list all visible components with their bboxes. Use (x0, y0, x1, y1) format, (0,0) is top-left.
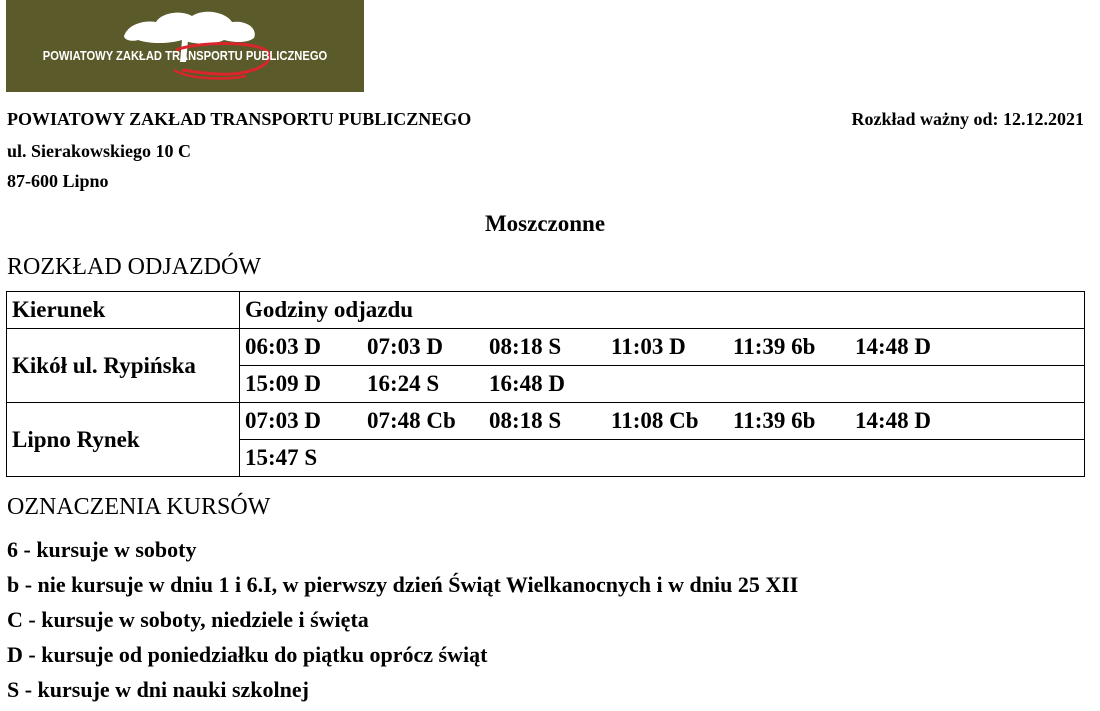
direction-name: Lipno Rynek (7, 403, 240, 477)
company-city: 87-600 Lipno (7, 171, 109, 191)
table-header-row (7, 292, 1085, 329)
departure-time: 16:24 S (367, 371, 440, 396)
departure-time: 14:48 D (855, 408, 932, 433)
company-logo (6, 0, 364, 92)
departure-time: 15:47 S (245, 445, 318, 470)
departure-time: 16:48 D (489, 371, 566, 396)
stop-name: Moszczonne (484, 211, 606, 236)
departure-time: 11:39 6b (733, 408, 816, 433)
timetable-title: ROZKŁAD ODJAZDÓW (7, 254, 261, 280)
departure-time: 08:18 S (489, 408, 562, 433)
departure-times-cell (240, 440, 1085, 477)
departure-time: 07:03 D (245, 408, 322, 433)
legend-item: C - kursuje w soboty, niedziele i święta (7, 607, 369, 632)
departure-times-cell (240, 366, 1085, 403)
tree-logo-icon (6, 0, 364, 92)
departure-time: 11:39 6b (733, 334, 816, 359)
departure-time: 11:03 D (611, 334, 686, 359)
company-name: POWIATOWY ZAKŁAD TRANSPORTU PUBLICZNEGO (7, 109, 472, 129)
legend-item: S - kursuje w dni nauki szkolnej (7, 677, 309, 702)
departure-time: 07:48 Cb (367, 408, 456, 433)
logo-text: POWIATOWY ZAKŁAD TRANSPORTU PUBLICZNEGO (42, 48, 328, 63)
departure-times-cell (240, 403, 1085, 440)
departure-time: 07:03 D (367, 334, 444, 359)
departure-times-cell (240, 329, 1085, 366)
departure-time: 11:08 Cb (611, 408, 699, 433)
column-header-times: Godziny odjazdu (240, 292, 1085, 329)
departure-time: 06:03 D (245, 334, 322, 359)
table-row (7, 329, 1085, 366)
departure-time: 14:48 D (855, 334, 932, 359)
legend-item: b - nie kursuje w dniu 1 i 6.I, w pierwszy dzień Świąt Wielkanocnych i w dniu 25 XII (7, 572, 799, 597)
column-header-direction: Kierunek (7, 292, 240, 329)
legend-item: D - kursuje od poniedziałku do piątku oprócz świąt (7, 642, 488, 667)
departure-time: 15:09 D (245, 371, 322, 396)
direction-name: Kikół ul. Rypińska (7, 329, 240, 403)
departure-time: 08:18 S (489, 334, 562, 359)
valid-from: Rozkład ważny od: 12.12.2021 (851, 109, 1084, 129)
table-row (7, 403, 1085, 440)
company-street: ul. Sierakowskiego 10 C (7, 141, 192, 161)
legend-title: OZNACZENIA KURSÓW (7, 494, 271, 520)
timetable-table (6, 291, 1085, 477)
legend-list (7, 536, 798, 711)
legend-item: 6 - kursuje w soboty (7, 537, 197, 562)
